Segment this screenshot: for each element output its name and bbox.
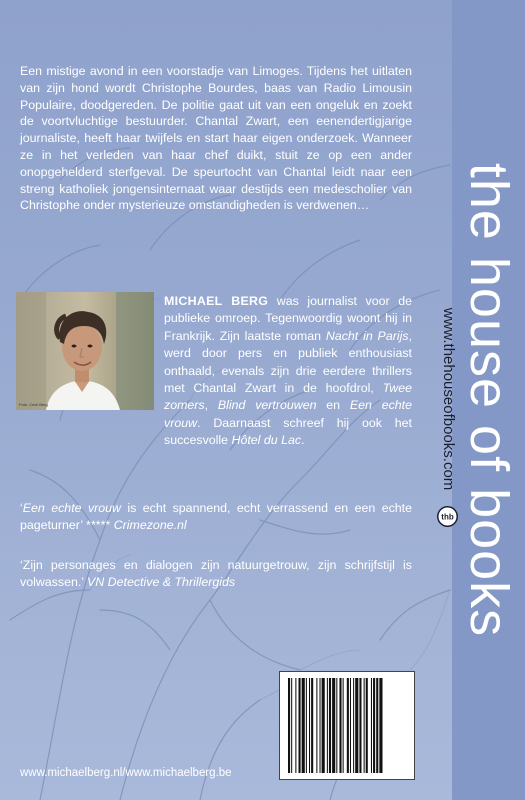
barcode-bar	[329, 678, 331, 773]
barcode-bar	[343, 678, 344, 773]
bio-text-2: , werd door pers en publiek enthousiast onthaald, evenals zijn drie eerdere thrillers met Chantal Zwart in de hoofdrol,	[164, 328, 412, 396]
book-blurb: Een mistige avond in een voorstadje van Limoges. Tijdens het uitlaten van zijn hond wordt Christophe Bourdes, baas van Radio Limousin Populaire, doodgereden. De politie gaat uit van een ongeluk en zoekt de voortvluchtige bestuurder. Chantal Zwart, een eenendertigjarige journaliste, heeft haar twijfels en start haar eigen onderzoek. Wanneer ze in het verleden van haar chef duikt, stuit ze op een ander onopgehelderd sterfgeval. De speurtocht van Chantal leidt naar een streng katholiek jongensinternaat waar destijds een medescholier van Christophe onder mysterieuze omstandigheden is verdwenen…	[20, 64, 412, 213]
quote-source: Crimezone.nl	[113, 518, 187, 533]
barcode-bar	[316, 678, 317, 773]
barcode-bar	[322, 678, 325, 773]
barcode-bar	[376, 678, 378, 773]
quote-text: ‘Zijn personages en dialogen zijn natuurgetrouw, zijn schrijfstijl is volwassen.’	[20, 558, 412, 590]
barcode-bar	[295, 678, 296, 773]
review-quote-vn-detective	[20, 557, 412, 592]
isbn-barcode	[279, 671, 415, 780]
barcode-bar	[347, 678, 349, 773]
publisher-name-vertical: the house of books	[459, 162, 519, 638]
barcode-bar	[339, 678, 341, 773]
barcode-bar	[373, 678, 375, 773]
barcode-bars	[286, 678, 408, 773]
barcode-bar	[306, 678, 307, 773]
book-title-twee-zomers: Twee zomers	[164, 381, 412, 413]
author-website-links[interactable]: www.michaelberg.nl/www.michaelberg.be	[20, 767, 232, 779]
barcode-bar	[288, 678, 290, 773]
barcode-bar	[371, 678, 372, 773]
book-title-hotel-du-lac: Hôtel du Lac	[231, 433, 302, 448]
barcode-bar	[364, 678, 365, 773]
barcode-bar	[379, 678, 382, 773]
quote-book-title: Een echte vrouw	[22, 501, 121, 515]
publisher-logo-icon	[436, 505, 459, 528]
barcode-bar	[309, 678, 310, 773]
bio-text-1: was journalist voor de publieke omroep. Tegenwoordig woont hij in Frankrijk. Zijn laatste roman	[164, 294, 413, 343]
barcode-bar	[302, 678, 305, 773]
book-title-een-echte-vrouw: Een echte vrouw	[164, 398, 413, 430]
photo-credit: Foto: Cecil Berg	[19, 402, 48, 407]
book-title-blind-vertrouwen: Blind vertrouwen	[217, 398, 317, 413]
barcode-bar	[353, 678, 354, 773]
author-bio	[164, 293, 412, 450]
barcode-bar	[350, 678, 351, 773]
bio-separator-1: ,	[204, 398, 218, 413]
publisher-logo-text: thb	[441, 512, 454, 522]
quote-open-mark: ‘	[20, 501, 23, 515]
book-title-nacht-in-parijs: Nacht in Parijs	[325, 328, 409, 343]
publisher-url-vertical[interactable]: www.thehouseofbooks.com	[440, 307, 457, 491]
author-name: MICHAEL BERG	[164, 294, 269, 308]
quote-text: is echt spannend, echt verrassend en een echte pageturner’ *****	[20, 501, 413, 533]
barcode-bar	[311, 678, 313, 773]
barcode-bar	[359, 678, 361, 773]
barcode-bar	[327, 678, 328, 773]
barcode-bar	[320, 678, 321, 773]
barcode-bar	[355, 678, 358, 773]
author-photo	[16, 292, 154, 410]
barcode-bar	[299, 678, 301, 773]
barcode-bar	[332, 678, 335, 773]
review-quote-crimezone	[20, 500, 412, 535]
barcode-bar	[366, 678, 368, 773]
barcode-bar	[336, 678, 337, 773]
barcode-bar	[291, 678, 292, 773]
bio-text-3: . Daarnaast schreef hij ook het succesvolle	[164, 415, 412, 448]
bio-text-4: .	[301, 433, 305, 448]
quote-source: VN Detective & Thrillergids	[87, 575, 236, 590]
bio-separator-2: en	[316, 398, 350, 413]
